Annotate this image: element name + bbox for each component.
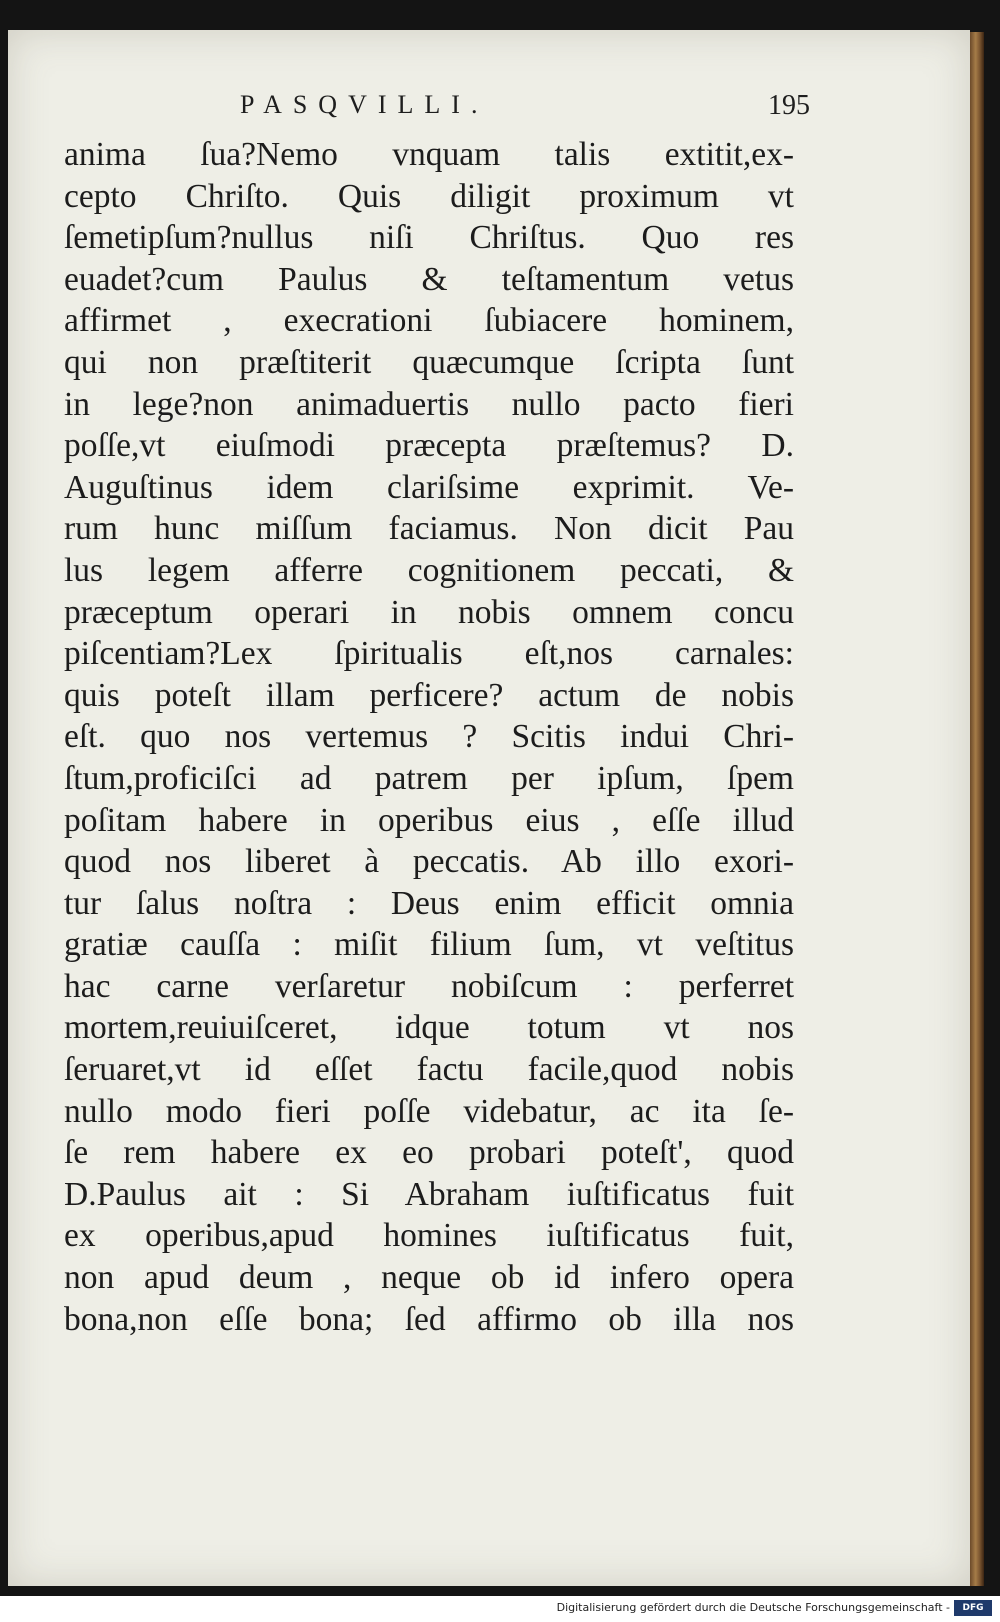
text-line: bona,non eſſe bona; ſed affirmo ob illa nos bbox=[64, 1300, 794, 1338]
text-line: præceptum operari in nobis omnem concu bbox=[64, 593, 794, 631]
text-line: ſeruaret,vt id eſſet factu facile,quod nobis bbox=[64, 1051, 794, 1089]
text-line: rum hunc miſſum faciamus. Non dicit Pau bbox=[64, 510, 794, 548]
dfg-logo: DFG bbox=[954, 1600, 992, 1616]
text-line: D.Paulus ait : Si Abraham iuſtificatus fuit bbox=[64, 1175, 794, 1213]
text-line: lus legem afferre cognitionem peccati, & bbox=[64, 551, 794, 589]
text-line: poſitam habere in operibus eius , eſſe illud bbox=[64, 801, 794, 839]
text-line: ex operibus,apud homines iuſtificatus fuit, bbox=[64, 1217, 794, 1255]
text-line: Auguſtinus idem clariſsime exprimit. Ve- bbox=[64, 468, 794, 506]
text-line: nullo modo fieri poſſe videbatur, ac ita ſe- bbox=[64, 1092, 794, 1130]
text-line: anima ſua?Nemo vnquam talis extitit,ex- bbox=[64, 136, 794, 173]
text-line: quod nos liberet à peccatis. Ab illo exori- bbox=[64, 843, 794, 881]
text-line: ſe rem habere ex eo probari poteſt', quod bbox=[64, 1134, 794, 1172]
funding-credit: Digitalisierung gefördert durch die Deutsche Forschungsgemeinschaft - bbox=[556, 1601, 950, 1614]
text-line: affirmet , execrationi ſubiacere hominem, bbox=[64, 302, 794, 340]
text-line: tur ſalus noſtra : Deus enim efficit omnia bbox=[64, 884, 794, 922]
text-line: cepto Chriſto. Quis diligit proximum vt bbox=[64, 177, 794, 215]
text-line: poſſe,vt eiuſmodi præcepta præſtemus? D. bbox=[64, 427, 794, 465]
text-line: quis poteſt illam perficere? actum de nobis bbox=[64, 676, 794, 714]
text-line: piſcentiam?Lex ſpiritualis eſt,nos carnales: bbox=[64, 635, 794, 673]
text-line: euadet?cum Paulus & teſtamentum vetus bbox=[64, 260, 794, 298]
page-number: 195 bbox=[768, 90, 810, 121]
text-line: ſtum,proficiſci ad patrem per ipſum, ſpem bbox=[64, 759, 794, 797]
body-text bbox=[64, 134, 794, 1340]
text-line: ſemetipſum?nullus niſi Chriſtus. Quo res bbox=[64, 219, 794, 257]
text-line: eſt. quo nos vertemus ? Scitis indui Chri- bbox=[64, 718, 794, 756]
footer-bar bbox=[0, 1596, 1000, 1622]
text-line: in lege?non animaduertis nullo pacto fieri bbox=[64, 385, 794, 423]
text-line: non apud deum , neque ob id infero opera bbox=[64, 1259, 794, 1297]
running-head: PASQVILLI. bbox=[240, 90, 489, 119]
page-edge bbox=[970, 32, 984, 1586]
text-line: qui non præſtiterit quæcumque ſcripta ſunt bbox=[64, 343, 794, 381]
text-line: mortem,reuiuiſceret, idque totum vt nos bbox=[64, 1009, 794, 1047]
text-line: hac carne verſaretur nobiſcum : perferret bbox=[64, 967, 794, 1005]
text-line: gratiæ cauſſa : miſit filium ſum, vt veſtitus bbox=[64, 926, 794, 964]
